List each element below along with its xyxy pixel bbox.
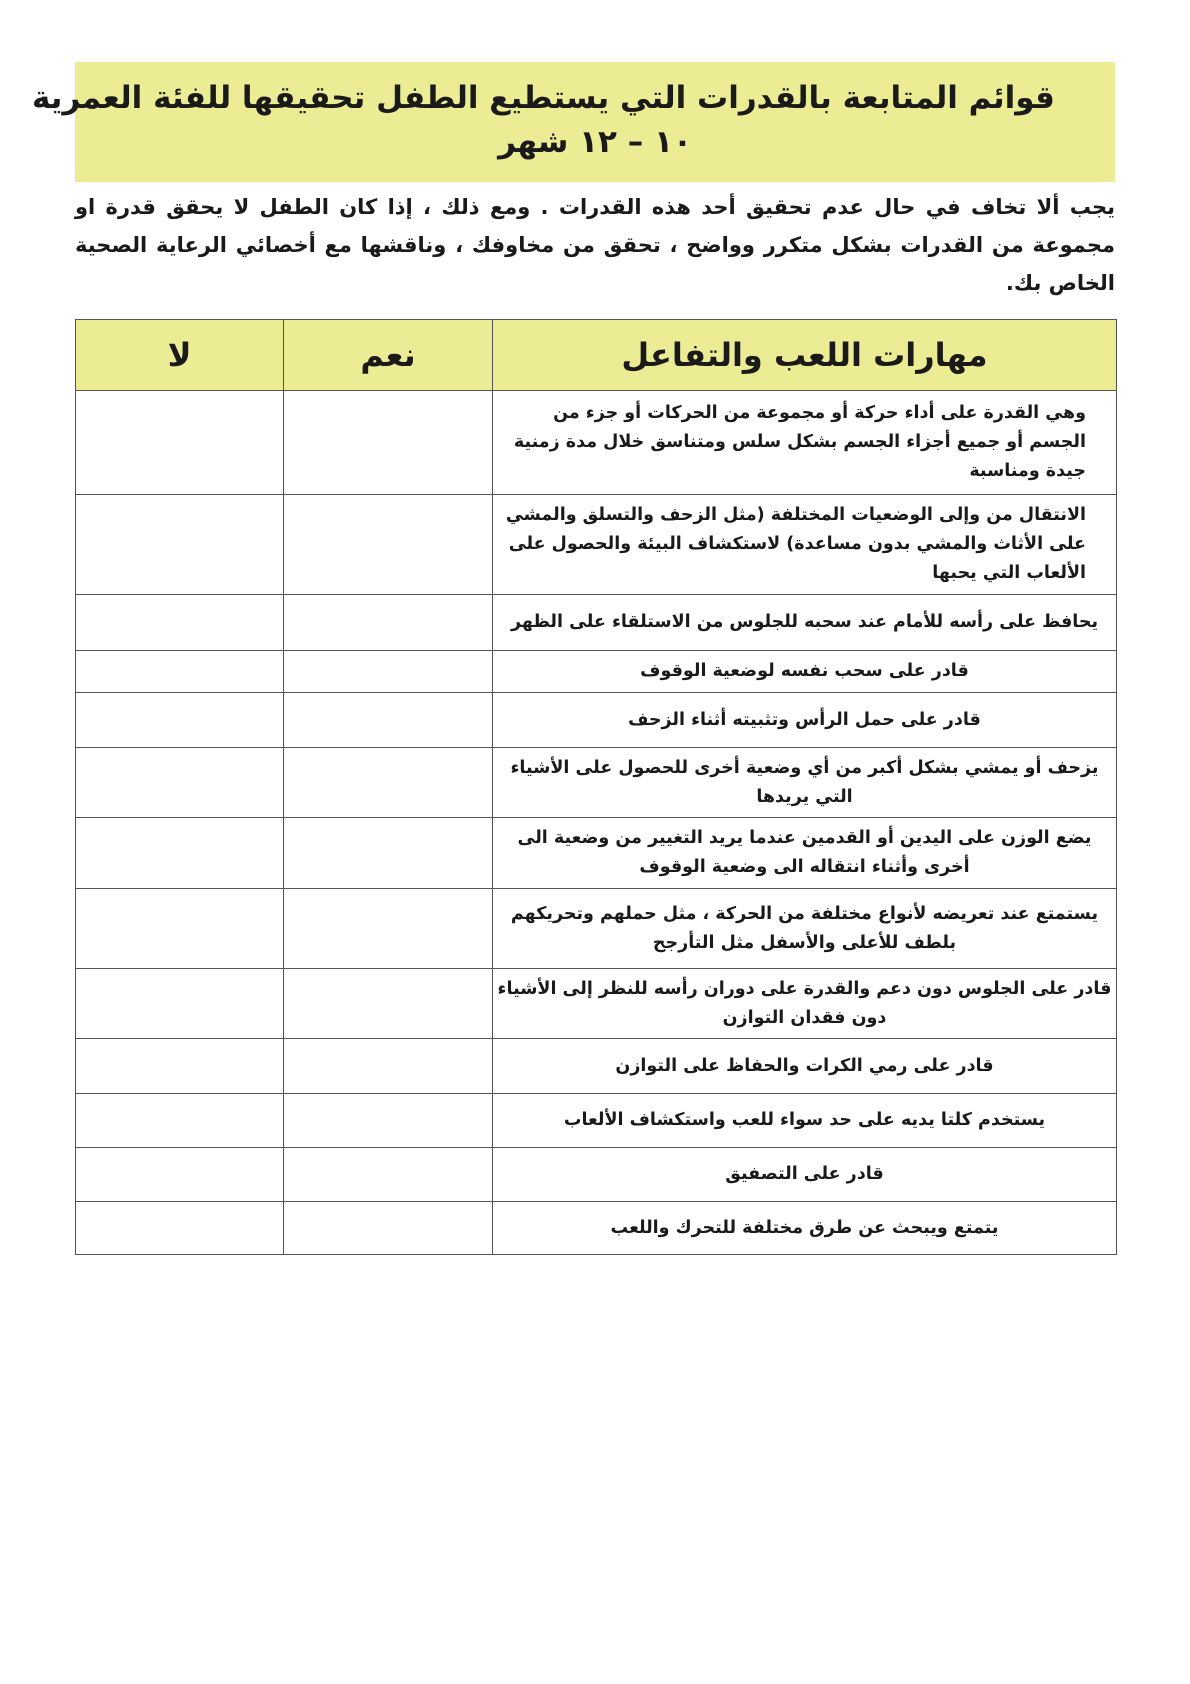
table-row [76,1202,1117,1255]
yes-checkbox-cell[interactable] [284,391,493,495]
yes-checkbox-cell[interactable] [284,969,493,1039]
skill-text: يتمتع ويبحث عن طرق مختلفة للتحرك واللعب [493,1202,1117,1255]
no-checkbox-cell[interactable] [76,495,284,595]
header-yes: نعم [284,320,493,391]
yes-checkbox-cell[interactable] [284,1202,493,1255]
table-row [76,651,1117,693]
yes-checkbox-cell[interactable] [284,818,493,889]
yes-checkbox-cell[interactable] [284,889,493,969]
no-checkbox-cell[interactable] [76,391,284,495]
skill-text: قادر على التصفيق [493,1148,1117,1202]
table-row [76,495,1117,595]
no-checkbox-cell[interactable] [76,969,284,1039]
table-row [76,391,1117,495]
yes-checkbox-cell[interactable] [284,693,493,748]
table-row [76,1094,1117,1148]
page-title-banner [32,62,1115,182]
yes-checkbox-cell[interactable] [284,1039,493,1094]
yes-checkbox-cell[interactable] [284,495,493,595]
skill-text: يزحف أو يمشي بشكل أكبر من أي وضعية أخرى للحصول على الأشياء التي يريدها [493,748,1117,818]
yes-checkbox-cell[interactable] [284,595,493,651]
no-checkbox-cell[interactable] [76,651,284,693]
yes-checkbox-cell[interactable] [284,651,493,693]
no-checkbox-cell[interactable] [76,889,284,969]
yes-checkbox-cell[interactable] [284,1148,493,1202]
yes-checkbox-cell[interactable] [284,1094,493,1148]
skill-text: قادر على الجلوس دون دعم والقدرة على دوران رأسه للنظر إلى الأشياء دون فقدان التوازن [493,969,1117,1039]
intro-paragraph: يجب ألا تخاف في حال عدم تحقيق أحد هذه القدرات . ومع ذلك ، إذا كان الطفل لا يحقق قدرة او مجموعة من القدرات بشكل متكرر وواضح ، تحقق من مخاوفك ، وناقشها مع أخصائي الرعاية الصحية الخاص بك. [75,195,1115,295]
table-row [76,1148,1117,1202]
skill-text: وهي القدرة على أداء حركة أو مجموعة من الحركات أو جزء من الجسم أو جميع أجزاء الجسم بشكل سلس ومتناسق خلال مدة زمنية جيدة ومناسبة [493,391,1117,495]
table-row [76,1039,1117,1094]
age-range-subtitle: ١٠ – ١٢ شهر [498,124,692,160]
no-checkbox-cell[interactable] [76,1094,284,1148]
skill-text: قادر على حمل الرأس وتثبيته أثناء الزحف [493,693,1117,748]
skill-text: يحافظ على رأسه للأمام عند سحبه للجلوس من الاستلقاء على الظهر [493,595,1117,651]
skill-text: قادر على رمي الكرات والحفاظ على التوازن [493,1039,1117,1094]
table-row [76,818,1117,889]
table-header-row [76,320,1117,391]
skill-text: قادر على سحب نفسه لوضعية الوقوف [493,651,1117,693]
table-row [76,693,1117,748]
table-row [76,748,1117,818]
yes-checkbox-cell[interactable] [284,748,493,818]
skill-text: الانتقال من وإلى الوضعيات المختلفة (مثل الزحف والتسلق والمشي على الأثاث والمشي بدون مساعدة) لاستكشاف البيئة والحصول على الألعاب التي يحبها [493,495,1117,595]
no-checkbox-cell[interactable] [76,1148,284,1202]
header-no: لا [76,320,284,391]
no-checkbox-cell[interactable] [76,818,284,889]
no-checkbox-cell[interactable] [76,748,284,818]
header-skills: مهارات اللعب والتفاعل [493,320,1117,391]
skill-text: يستخدم كلتا يديه على حد سواء للعب واستكشاف الألعاب [493,1094,1117,1148]
skills-checklist-table [75,319,1117,1255]
no-checkbox-cell[interactable] [76,693,284,748]
skill-text: يضع الوزن على اليدين أو القدمين عندما يريد التغيير من وضعية الى أخرى وأثناء انتقاله الى وضعية الوقوف [493,818,1117,889]
page-title: قوائم المتابعة بالقدرات التي يستطيع الطفل تحقيقها للفئة العمرية [32,80,1055,116]
table-row [76,969,1117,1039]
table-row [76,889,1117,969]
no-checkbox-cell[interactable] [76,1039,284,1094]
table-row [76,595,1117,651]
no-checkbox-cell[interactable] [76,595,284,651]
skill-text: يستمتع عند تعريضه لأنواع مختلفة من الحركة ، مثل حملهم وتحريكهم بلطف للأعلى والأسفل مثل التأرجح [493,889,1117,969]
no-checkbox-cell[interactable] [76,1202,284,1255]
